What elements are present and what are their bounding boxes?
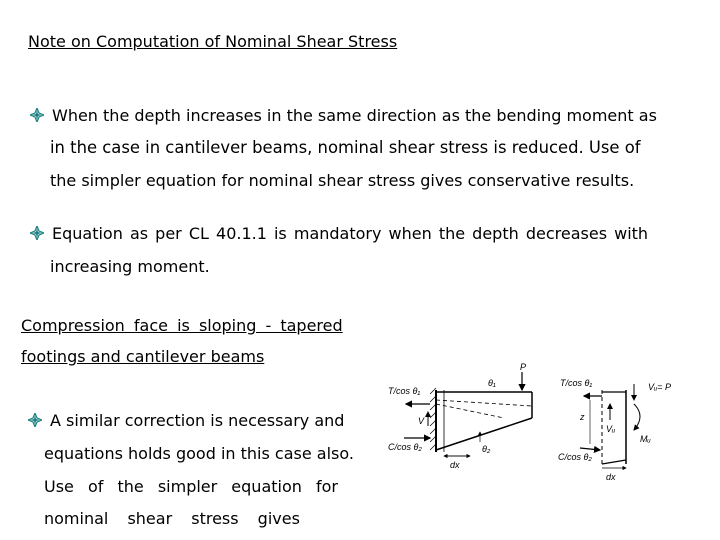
c-force-label-right: C/cos θ₂	[558, 452, 592, 462]
tapered-beam-figure	[384, 360, 720, 490]
bullet-3-line-2: equations holds good in this case also.	[44, 444, 354, 463]
bullet-1-line-3: the simpler equation for nominal shear stress gives conservative results.	[50, 171, 635, 190]
bullet-2-text-1: Equation as per CL 40.1.1 is mandatory when the depth decreases with	[52, 224, 649, 243]
theta1-label: θ₁	[488, 378, 496, 388]
vu-label: Vᵤ	[606, 424, 616, 434]
theta2-label: θ₂	[482, 444, 491, 454]
c-force-label-left: C/cos θ₂	[388, 442, 422, 452]
bullet-1-line-2: in the case in cantilever beams, nominal shear stress is reduced. Use of	[50, 138, 641, 157]
bullet-3-line-3: Use of the simpler equation for	[44, 477, 338, 496]
z-label: z	[580, 412, 585, 422]
bullet-2-line-2: increasing moment.	[50, 257, 210, 276]
t-force-label-left: T/cos θ₁	[388, 386, 421, 396]
p-label: P	[520, 362, 527, 372]
diamond-bullet-icon	[28, 413, 42, 427]
bullet-3-line-4: nominal shear stress gives	[44, 509, 300, 528]
t-force-label-right: T/cos θ₁	[560, 378, 593, 388]
bullet-2-line-1	[30, 225, 648, 243]
dx-label-right: dx	[606, 472, 616, 482]
subheading-line-2: footings and cantilever beams	[21, 347, 265, 366]
vu-equals-p-label: Vᵤ= P	[648, 382, 671, 392]
bullet-1-line-1	[30, 107, 657, 125]
diamond-bullet-icon	[30, 108, 44, 122]
right-beam-diagram	[558, 378, 671, 482]
mu-label: Mᵤ	[640, 434, 651, 444]
page-title: Note on Computation of Nominal Shear Stress	[28, 32, 398, 51]
left-beam-diagram	[388, 362, 532, 470]
diamond-bullet-icon	[30, 226, 44, 240]
v-label-left: V	[418, 416, 425, 426]
free-body-diagrams	[384, 360, 720, 490]
bullet-3-text-1: A similar correction is necessary and	[50, 411, 345, 430]
subheading-line-1: Compression face is sloping - tapered	[21, 316, 343, 335]
dx-label-left: dx	[450, 460, 460, 470]
bullet-3-line-1	[28, 412, 344, 430]
bullet-1-text-1: When the depth increases in the same direction as the bending moment as	[52, 106, 657, 125]
